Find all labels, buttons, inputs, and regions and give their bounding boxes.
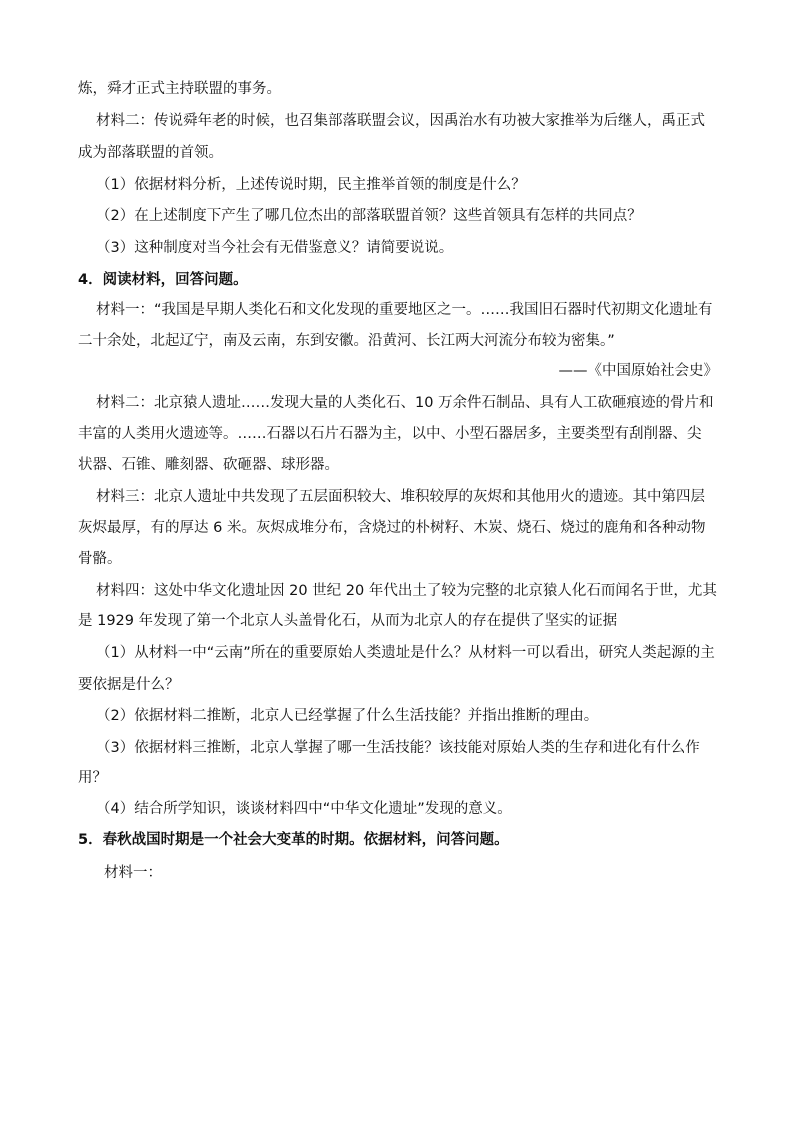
question-heading: 4．阅读材料，回答问题。 (78, 272, 248, 288)
source-citation: ——《中国原始社会史》 (558, 363, 718, 379)
text-line: 炼，舜才正式主持联盟的事务。 (78, 81, 281, 97)
question-item: （2）在上述制度下产生了哪几位杰出的部落联盟首领？这些首领具有怎样的共同点？ (96, 208, 642, 224)
question-item: （4）结合所学知识，谈谈材料四中“中华文化遗址”发现的意义。 (96, 801, 512, 817)
question-item: （3）这种制度对当今社会有无借鉴意义？请简要说说。 (96, 240, 454, 256)
text-line: 二十余处，北起辽宁，南及云南，东到安徽。沿黄河、长江两大河流分布较为密集。” (78, 333, 615, 349)
text-line: 骨骼。 (78, 551, 122, 567)
text-line: 材料二：北京猿人遗址……发现大量的人类化石、10 万余件石制品、具有人工砍砸痕迹的骨片和 (96, 395, 714, 411)
question-heading: 5．春秋战国时期是一个社会大变革的时期。依据材料，问答问题。 (78, 832, 509, 848)
question-item: （1）从材料一中“云南”所在的重要原始人类遗址是什么？从材料一可以看出，研究人类起源的主 (96, 645, 715, 661)
text-line: 要依据是什么？ (78, 677, 180, 693)
text-line: 是 1929 年发现了第一个北京人头盖骨化石，从而为北京人的存在提供了坚实的证据 (78, 613, 618, 629)
question-item: （2）依据材料二推断，北京人已经掌握了什么生活技能？并指出推断的理由。 (96, 708, 599, 724)
text-line: 用？ (78, 770, 107, 786)
text-line: 状器、石锥、雕刻器、砍砸器、球形器。 (78, 457, 339, 473)
question-item: （3）依据材料三推断，北京人掌握了哪一生活技能？该技能对原始人类的生存和进化有什么作 (96, 740, 700, 756)
question-item: （1）依据材料分析，上述传说时期，民主推举首领的制度是什么？ (96, 177, 526, 193)
text-line: 材料一：“我国是早期人类化石和文化发现的重要地区之一。……我国旧石器时代初期文化遗址有 (96, 302, 713, 318)
text-line: 材料二：传说舜年老的时候，也召集部落联盟会议，因禹治水有功被大家推举为后继人，禹正式 (96, 113, 705, 129)
text-line: 成为部落联盟的首领。 (78, 145, 223, 161)
text-line: 材料一： (104, 865, 162, 881)
text-line: 丰富的人类用火遗迹等。……石器以石片石器为主，以中、小型石器居多，主要类型有刮削器、尖 (78, 426, 702, 442)
text-line: 灰烬最厚，有的厚达 6 米。灰烬成堆分布，含烧过的朴树籽、木炭、烧石、烧过的鹿角和各种动物 (78, 520, 706, 536)
text-line: 材料四：这处中华文化遗址因 20 世纪 20 年代出土了较为完整的北京猿人化石而闻名于世，尤其 (96, 583, 717, 599)
text-line: 材料三：北京人遗址中共发现了五层面积较大、堆积较厚的灰烬和其他用火的遗迹。其中第四层 (96, 489, 705, 505)
